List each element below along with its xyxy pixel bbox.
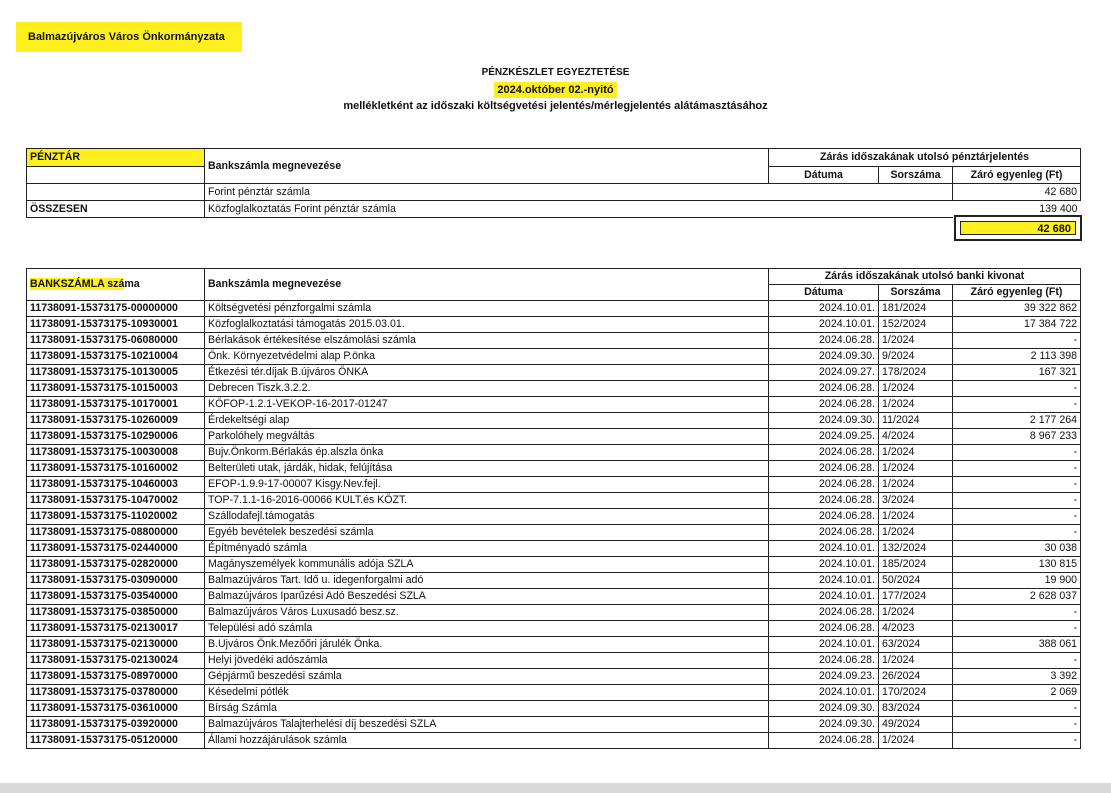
bank-row-date: 2024.09.30. xyxy=(769,413,879,429)
table-row xyxy=(27,509,1081,525)
bank-account-table xyxy=(26,268,1081,749)
bank-row-serial: 1/2024 xyxy=(879,397,953,413)
bank-row-balance: - xyxy=(953,621,1081,637)
table-row xyxy=(27,317,1081,333)
bank-row-name: Bérlakások értékesítése elszámolási számla xyxy=(205,333,769,349)
bank-row-date: 2024.09.30. xyxy=(769,701,879,717)
bank-row-account: 11738091-15373175-03090000 xyxy=(27,573,205,589)
table-row xyxy=(27,557,1081,573)
bank-row-serial: 170/2024 xyxy=(879,685,953,701)
bank-row-serial: 1/2024 xyxy=(879,509,953,525)
bank-row-account: 11738091-15373175-08970000 xyxy=(27,669,205,685)
bank-row-date: 2024.06.28. xyxy=(769,461,879,477)
bank-row-account: 11738091-15373175-10290006 xyxy=(27,429,205,445)
table-row xyxy=(27,201,1081,218)
bank-row-account: 11738091-15373175-10150003 xyxy=(27,381,205,397)
bank-row-date: 2024.06.28. xyxy=(769,333,879,349)
bank-row-name: Szállodafejl.támogatás xyxy=(205,509,769,525)
bank-row-date: 2024.06.28. xyxy=(769,445,879,461)
organization-name: Balmazújváros Város Önkormányzata xyxy=(16,22,242,52)
bank-row-serial: 4/2023 xyxy=(879,621,953,637)
bank-row-balance: 2 177 264 xyxy=(953,413,1081,429)
cash-col-serial: Sorszáma xyxy=(879,167,953,184)
bank-col-serial: Sorszáma xyxy=(879,285,953,301)
bank-row-date: 2024.06.28. xyxy=(769,493,879,509)
bank-row-account: 11738091-15373175-05120000 xyxy=(27,733,205,749)
bank-row-balance: - xyxy=(953,653,1081,669)
bank-row-name: TOP-7.1.1-16-2016-00066 KULT.és KÖZT. xyxy=(205,493,769,509)
bank-row-balance: - xyxy=(953,445,1081,461)
bank-row-name: Költségvetési pénzforgalmi számla xyxy=(205,301,769,317)
bank-row-date: 2024.06.28. xyxy=(769,397,879,413)
bank-header-label-highlighted: BANKSZÁMLA szá xyxy=(30,278,125,290)
bank-row-serial: 1/2024 xyxy=(879,477,953,493)
cash-empty-cell xyxy=(27,167,205,184)
bank-row-account: 11738091-15373175-03540000 xyxy=(27,589,205,605)
bank-row-account: 11738091-15373175-06080000 xyxy=(27,333,205,349)
bank-row-balance: - xyxy=(953,381,1081,397)
bank-row-name: Étkezési tér.díjak B.újváros ÖNKA xyxy=(205,365,769,381)
bank-row-date: 2024.10.01. xyxy=(769,557,879,573)
bank-row-date: 2024.10.01. xyxy=(769,685,879,701)
bank-row-account: 11738091-15373175-08800000 xyxy=(27,525,205,541)
document-subtitle: mellékletként az időszaki költségvetési jelentés/mérlegjelentés alátámasztásához xyxy=(343,100,768,112)
bank-row-balance: - xyxy=(953,509,1081,525)
bank-row-serial: 4/2024 xyxy=(879,429,953,445)
table-row xyxy=(27,477,1081,493)
bank-row-balance: - xyxy=(953,605,1081,621)
table-row xyxy=(27,669,1081,685)
bank-row-name: EFOP-1.9.9-17-00007 Kisgy.Nev.fejl. xyxy=(205,477,769,493)
table-row xyxy=(27,573,1081,589)
bank-row-account: 11738091-15373175-02440000 xyxy=(27,541,205,557)
bank-row-account: 11738091-15373175-03850000 xyxy=(27,605,205,621)
table-row xyxy=(27,541,1081,557)
bank-row-balance: 3 392 xyxy=(953,669,1081,685)
cash-empty-cell xyxy=(27,184,205,201)
bank-row-account: 11738091-15373175-02130024 xyxy=(27,653,205,669)
table-row xyxy=(27,301,1081,317)
bank-row-date: 2024.06.28. xyxy=(769,477,879,493)
bank-row-balance: - xyxy=(953,333,1081,349)
bank-col-name: Bankszámla megnevezése xyxy=(205,269,769,301)
bank-group-header: Zárás időszakának utolsó banki kivonat xyxy=(769,269,1081,285)
bank-row-account: 11738091-15373175-10130005 xyxy=(27,365,205,381)
table-row xyxy=(27,717,1081,733)
bank-row-date: 2024.10.01. xyxy=(769,589,879,605)
bank-row-name: Debrecen Tiszk.3.2.2. xyxy=(205,381,769,397)
bank-row-serial: 1/2024 xyxy=(879,381,953,397)
bank-row-account: 11738091-15373175-02130000 xyxy=(27,637,205,653)
bank-row-name: Balmazújváros Talajterhelési díj beszedési SZLA xyxy=(205,717,769,733)
bank-row-serial: 50/2024 xyxy=(879,573,953,589)
bank-row-account: 11738091-15373175-10260009 xyxy=(27,413,205,429)
bank-row-date: 2024.09.30. xyxy=(769,349,879,365)
bank-row-account: 11738091-15373175-10460003 xyxy=(27,477,205,493)
bank-row-serial: 3/2024 xyxy=(879,493,953,509)
cash-header-label: PÉNZTÁR xyxy=(27,149,205,167)
bank-row-serial: 1/2024 xyxy=(879,445,953,461)
bank-row-date: 2024.09.30. xyxy=(769,717,879,733)
bank-row-name: Gépjármű beszedési számla xyxy=(205,669,769,685)
bank-row-serial: 1/2024 xyxy=(879,461,953,477)
table-row xyxy=(27,589,1081,605)
bank-header-label-rest: ma xyxy=(124,278,140,290)
bank-row-account: 11738091-15373175-10170001 xyxy=(27,397,205,413)
bank-row-serial: 1/2024 xyxy=(879,653,953,669)
bank-row-balance: - xyxy=(953,493,1081,509)
bank-row-account: 11738091-15373175-03610000 xyxy=(27,701,205,717)
bank-row-date: 2024.09.23. xyxy=(769,669,879,685)
cash-col-date: Dátuma xyxy=(769,167,879,184)
bank-header-label xyxy=(27,269,205,301)
bank-row-balance: - xyxy=(953,717,1081,733)
bank-col-balance: Záró egyenleg (Ft) xyxy=(953,285,1081,301)
table-row xyxy=(27,493,1081,509)
cash-col-name: Bankszámla megnevezése xyxy=(205,149,769,184)
bank-row-name: Települési adó számla xyxy=(205,621,769,637)
bank-row-name: Érdekeltségi alap xyxy=(205,413,769,429)
bank-row-date: 2024.10.01. xyxy=(769,541,879,557)
bank-row-name: Építményadó számla xyxy=(205,541,769,557)
bank-row-balance: 30 038 xyxy=(953,541,1081,557)
table-row xyxy=(27,701,1081,717)
cash-row-name: Forint pénztár számla xyxy=(205,184,953,201)
bank-row-serial: 49/2024 xyxy=(879,717,953,733)
cash-total-box xyxy=(954,215,1082,241)
bank-row-name: B.Ujváros Önk.Mezőőri járulék Önka. xyxy=(205,637,769,653)
bank-row-balance: - xyxy=(953,461,1081,477)
cash-row-balance: 42 680 xyxy=(953,184,1081,201)
table-row xyxy=(27,733,1081,749)
bank-row-account: 11738091-15373175-00000000 xyxy=(27,301,205,317)
bank-row-date: 2024.06.28. xyxy=(769,733,879,749)
table-row xyxy=(27,445,1081,461)
bank-row-account: 11738091-15373175-10160002 xyxy=(27,461,205,477)
bank-row-account: 11738091-15373175-10210004 xyxy=(27,349,205,365)
table-row xyxy=(27,637,1081,653)
bank-row-date: 2024.09.25. xyxy=(769,429,879,445)
cash-total-label: ÖSSZESEN xyxy=(27,201,205,218)
table-row xyxy=(27,381,1081,397)
bank-row-name: Balmazújváros Iparűzési Adó Beszedési SZLA xyxy=(205,589,769,605)
bank-row-serial: 1/2024 xyxy=(879,605,953,621)
bank-row-account: 11738091-15373175-10930001 xyxy=(27,317,205,333)
table-row xyxy=(27,365,1081,381)
bank-row-name: Állami hozzájárulások számla xyxy=(205,733,769,749)
bank-row-balance: 388 061 xyxy=(953,637,1081,653)
bank-row-balance: 2 069 xyxy=(953,685,1081,701)
bank-row-name: Késedelmi pótlék xyxy=(205,685,769,701)
bank-row-balance: 2 113 398 xyxy=(953,349,1081,365)
cash-col-balance: Záró egyenleg (Ft) xyxy=(953,167,1081,184)
bank-row-serial: 1/2024 xyxy=(879,333,953,349)
bank-row-name: Balmazújváros Tart. Idő u. idegenforgalmi adó xyxy=(205,573,769,589)
bank-row-name: Egyéb bevételek beszedési számla xyxy=(205,525,769,541)
bank-row-date: 2024.10.01. xyxy=(769,637,879,653)
bank-row-serial: 185/2024 xyxy=(879,557,953,573)
bank-row-serial: 11/2024 xyxy=(879,413,953,429)
cash-register-table xyxy=(26,148,1081,218)
table-row xyxy=(27,461,1081,477)
table-row xyxy=(27,429,1081,445)
cash-group-header: Zárás időszakának utolsó pénztárjelentés xyxy=(769,149,1081,167)
bank-row-balance: 39 322 862 xyxy=(953,301,1081,317)
bank-row-date: 2024.10.01. xyxy=(769,573,879,589)
document-title: PÉNZKÉSZLET EGYEZTETÉSE xyxy=(481,67,630,78)
bank-row-balance: - xyxy=(953,701,1081,717)
bank-row-balance: 19 900 xyxy=(953,573,1081,589)
document-date: 2024.október 02.-nyitó xyxy=(494,82,616,98)
bank-row-name: KÖFOP-1.2.1-VEKOP-16-2017-01247 xyxy=(205,397,769,413)
table-row xyxy=(27,621,1081,637)
bank-row-balance: 130 815 xyxy=(953,557,1081,573)
bottom-scroll-strip xyxy=(0,783,1111,793)
bank-row-account: 11738091-15373175-02820000 xyxy=(27,557,205,573)
bank-row-name: Önk. Környezetvédelmi alap P.önka xyxy=(205,349,769,365)
bank-row-serial: 132/2024 xyxy=(879,541,953,557)
bank-row-name: Belterületi utak, járdák, hidak, felújítása xyxy=(205,461,769,477)
bank-row-balance: - xyxy=(953,525,1081,541)
bank-row-serial: 152/2024 xyxy=(879,317,953,333)
bank-row-serial: 83/2024 xyxy=(879,701,953,717)
bank-row-account: 11738091-15373175-03780000 xyxy=(27,685,205,701)
cash-row-name: Közfoglalkoztatás Forint pénztár számla xyxy=(205,201,953,218)
table-row xyxy=(27,653,1081,669)
bank-row-date: 2024.06.28. xyxy=(769,381,879,397)
bank-row-date: 2024.06.28. xyxy=(769,653,879,669)
bank-row-name: Közfoglalkoztatási támogatás 2015.03.01. xyxy=(205,317,769,333)
bank-row-account: 11738091-15373175-11020002 xyxy=(27,509,205,525)
bank-row-balance: 167 321 xyxy=(953,365,1081,381)
bank-row-serial: 177/2024 xyxy=(879,589,953,605)
bank-row-balance: 8 967 233 xyxy=(953,429,1081,445)
bank-row-balance: - xyxy=(953,477,1081,493)
bank-row-date: 2024.06.28. xyxy=(769,605,879,621)
bank-row-account: 11738091-15373175-03920000 xyxy=(27,717,205,733)
bank-row-date: 2024.06.28. xyxy=(769,509,879,525)
bank-row-serial: 26/2024 xyxy=(879,669,953,685)
bank-row-balance: 17 384 722 xyxy=(953,317,1081,333)
bank-row-serial: 63/2024 xyxy=(879,637,953,653)
table-row xyxy=(27,184,1081,201)
bank-row-account: 11738091-15373175-02130017 xyxy=(27,621,205,637)
bank-row-date: 2024.09.27. xyxy=(769,365,879,381)
bank-row-serial: 181/2024 xyxy=(879,301,953,317)
bank-row-balance: 2 628 037 xyxy=(953,589,1081,605)
bank-row-date: 2024.06.28. xyxy=(769,621,879,637)
bank-row-serial: 1/2024 xyxy=(879,525,953,541)
bank-row-date: 2024.10.01. xyxy=(769,301,879,317)
bank-row-serial: 178/2024 xyxy=(879,365,953,381)
bank-row-name: Bujv.Önkorm.Bérlakás ép.alszla önka xyxy=(205,445,769,461)
table-row xyxy=(27,525,1081,541)
bank-row-date: 2024.06.28. xyxy=(769,525,879,541)
cash-total-value: 42 680 xyxy=(960,221,1076,235)
cash-row-balance: 139 400 xyxy=(1039,202,1078,215)
bank-row-date: 2024.10.01. xyxy=(769,317,879,333)
table-row xyxy=(27,685,1081,701)
table-row xyxy=(27,349,1081,365)
bank-row-account: 11738091-15373175-10030008 xyxy=(27,445,205,461)
bank-row-balance: - xyxy=(953,397,1081,413)
document-header xyxy=(0,66,1111,114)
bank-row-serial: 9/2024 xyxy=(879,349,953,365)
table-row xyxy=(27,605,1081,621)
bank-row-name: Helyi jövedéki adószámla xyxy=(205,653,769,669)
table-row xyxy=(27,397,1081,413)
bank-row-name: Magányszemélyek kommunális adója SZLA xyxy=(205,557,769,573)
bank-col-date: Dátuma xyxy=(769,285,879,301)
bank-row-name: Balmazújváros Város Luxusadó besz.sz. xyxy=(205,605,769,621)
bank-row-serial: 1/2024 xyxy=(879,733,953,749)
bank-table-body xyxy=(27,301,1081,749)
table-row xyxy=(27,333,1081,349)
bank-row-name: Bírság Számla xyxy=(205,701,769,717)
bank-row-balance: - xyxy=(953,733,1081,749)
bank-row-name: Parkolóhely megváltás xyxy=(205,429,769,445)
table-row xyxy=(27,413,1081,429)
bank-row-account: 11738091-15373175-10470002 xyxy=(27,493,205,509)
